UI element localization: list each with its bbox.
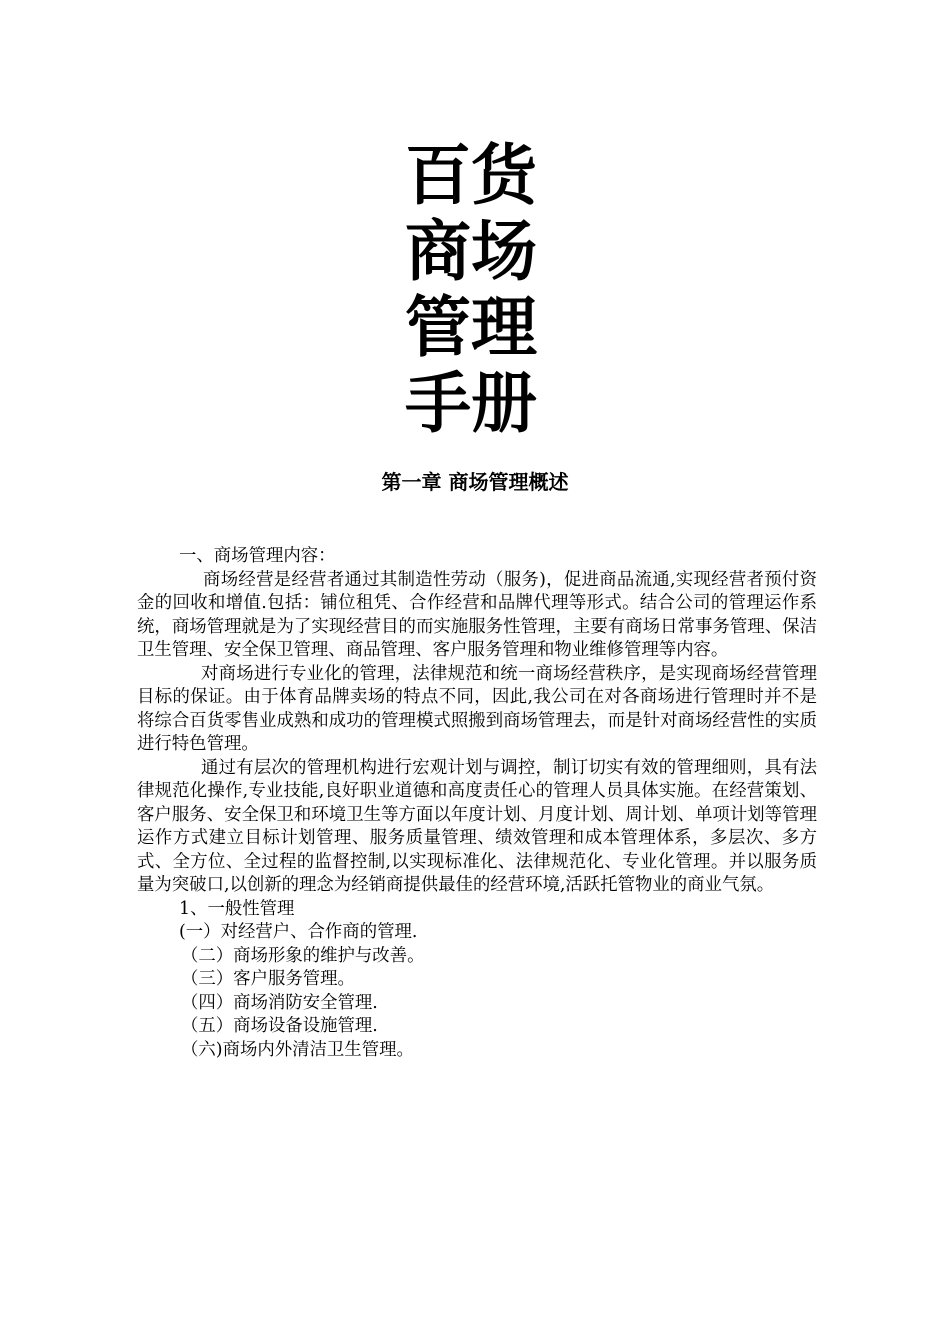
chapter-heading: 第一章 商场管理概述 (381, 470, 569, 494)
list-item: （三）客户服务管理。 (181, 969, 355, 989)
paragraph: 对商场进行专业化的管理，法律规范和统一商场经营秩序，是实现商场经营管理目标的保证。由于体育品牌卖场的特点不同，因此,我公司在对各商场进行管理时并不是将综合百货零售业成熟和成功的管理模式照搬到商场管理去，而是针对商场经营性的实质进行特色管理。 (137, 663, 817, 754)
list-item: （六)商场内外清洁卫生管理。 (181, 1039, 414, 1060)
list-item: （五）商场设备设施管理. (181, 1016, 378, 1036)
cover-title-line: 管理 (405, 289, 537, 366)
list-item: （二）商场形象的维护与改善。 (181, 945, 425, 966)
cover-title-line: 百货 (405, 137, 537, 214)
paragraph: 商场经营是经营者通过其制造性劳动（服务)，促进商品流通,实现经营者预付资金的回收和增值.包括：铺位租凭、合作经营和品牌代理等形式。结合公司的管理运作系统，商场管理就是为了实现经营目的而实施服务性管理，主要有商场日常事务管理、保洁卫生管理、安全保卫管理、商品管理、客户服务管理和物业维修管理等内容。 (137, 569, 817, 660)
list-item: (一）对经营户、合作商的管理. (179, 922, 418, 942)
body-content (137, 545, 817, 1062)
list-item: （四）商场消防安全管理. (181, 992, 378, 1013)
subsection-heading: 1、一般性管理 (179, 898, 295, 919)
paragraph: 通过有层次的管理机构进行宏观计划与调控，制订切实有效的管理细则，具有法律规范化操作,专业技能,良好职业道德和高度责任心的管理人员具体实施。在经营策划、客户服务、安全保卫和环境卫生等方面以年度计划、月度计划、周计划、单项计划等管理运作方式建立目标计划管理、服务质量管理、绩效管理和成本管理体系，多层次、多方式、全方位、全过程的监督控制,以实现标准化、法律规范化、专业化管理。并以服务质量为突破口,以创新的理念为经销商提供最佳的经营环境,活跃托管物业的商业气氛。 (137, 757, 817, 895)
cover-title-line: 商场 (405, 213, 537, 290)
cover-title (405, 138, 555, 442)
cover-title-line: 手册 (405, 365, 537, 442)
section-heading: 一、商场管理内容： (179, 546, 336, 566)
